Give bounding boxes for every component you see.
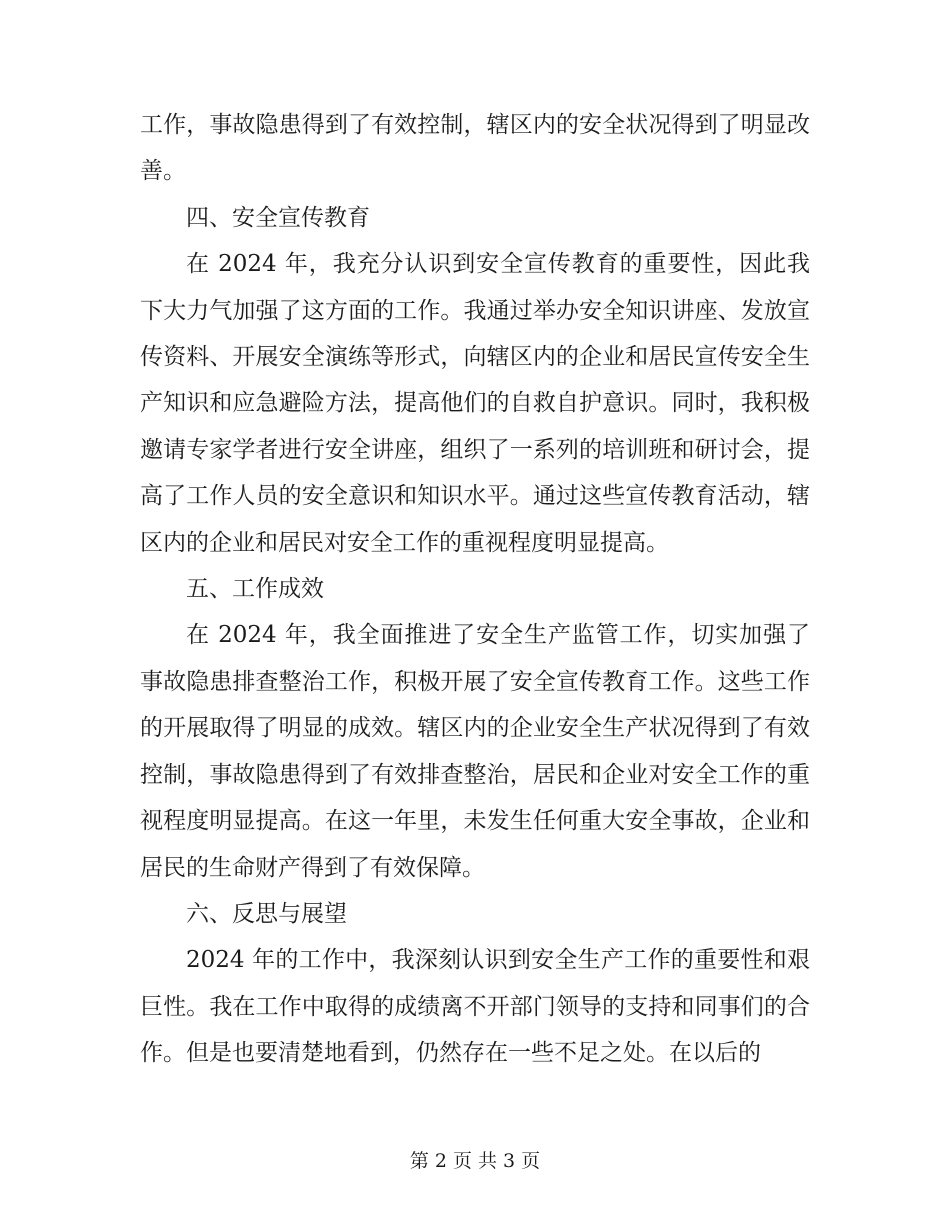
- paragraph-reflection: 2024 年的工作中，我深刻认识到安全生产工作的重要性和艰巨性。我在工作中取得的成绩离不开部门领导的支持和同事们的合作。但是也要清楚地看到，仍然存在一些不足之处。在以后的: [140, 947, 810, 1067]
- paragraph-continued: 工作，事故隐患得到了有效控制，辖区内的安全状况得到了明显改善。: [140, 112, 810, 185]
- document-body: [140, 102, 810, 1077]
- paragraph-safety-publicity: 在 2024 年，我充分认识到安全宣传教育的重要性，因此我下大力气加强了这方面的工作。我通过举办安全知识讲座、发放宣传资料、开展安全演练等形式，向辖区内的企业和居民宣传安全生产知识和应急避险方法，提高他们的自救自护意识。同时，我积极邀请专家学者进行安全讲座，组织了一系列的培训班和研讨会，提高了工作人员的安全意识和知识水平。通过这些宣传教育活动，辖区内的企业和居民对安全工作的重视程度明显提高。: [140, 251, 810, 556]
- page-number-footer: 第 2 页 共 3 页: [409, 1150, 541, 1172]
- paragraph-work-results: 在 2024 年，我全面推进了安全生产监管工作，切实加强了事故隐患排查整治工作，积极开展了安全宣传教育工作。这些工作的开展取得了明显的成效。辖区内的企业安全生产状况得到了有效控制，事故隐患得到了有效排查整治，居民和企业对安全工作的重视程度明显提高。在这一年里，未发生任何重大安全事故，企业和居民的生命财产得到了有效保障。: [140, 622, 810, 881]
- section-heading-reflection: 六、反思与展望: [186, 900, 347, 927]
- section-heading-work-results: 五、工作成效: [186, 576, 324, 603]
- section-heading-safety-publicity: 四、安全宣传教育: [186, 204, 370, 231]
